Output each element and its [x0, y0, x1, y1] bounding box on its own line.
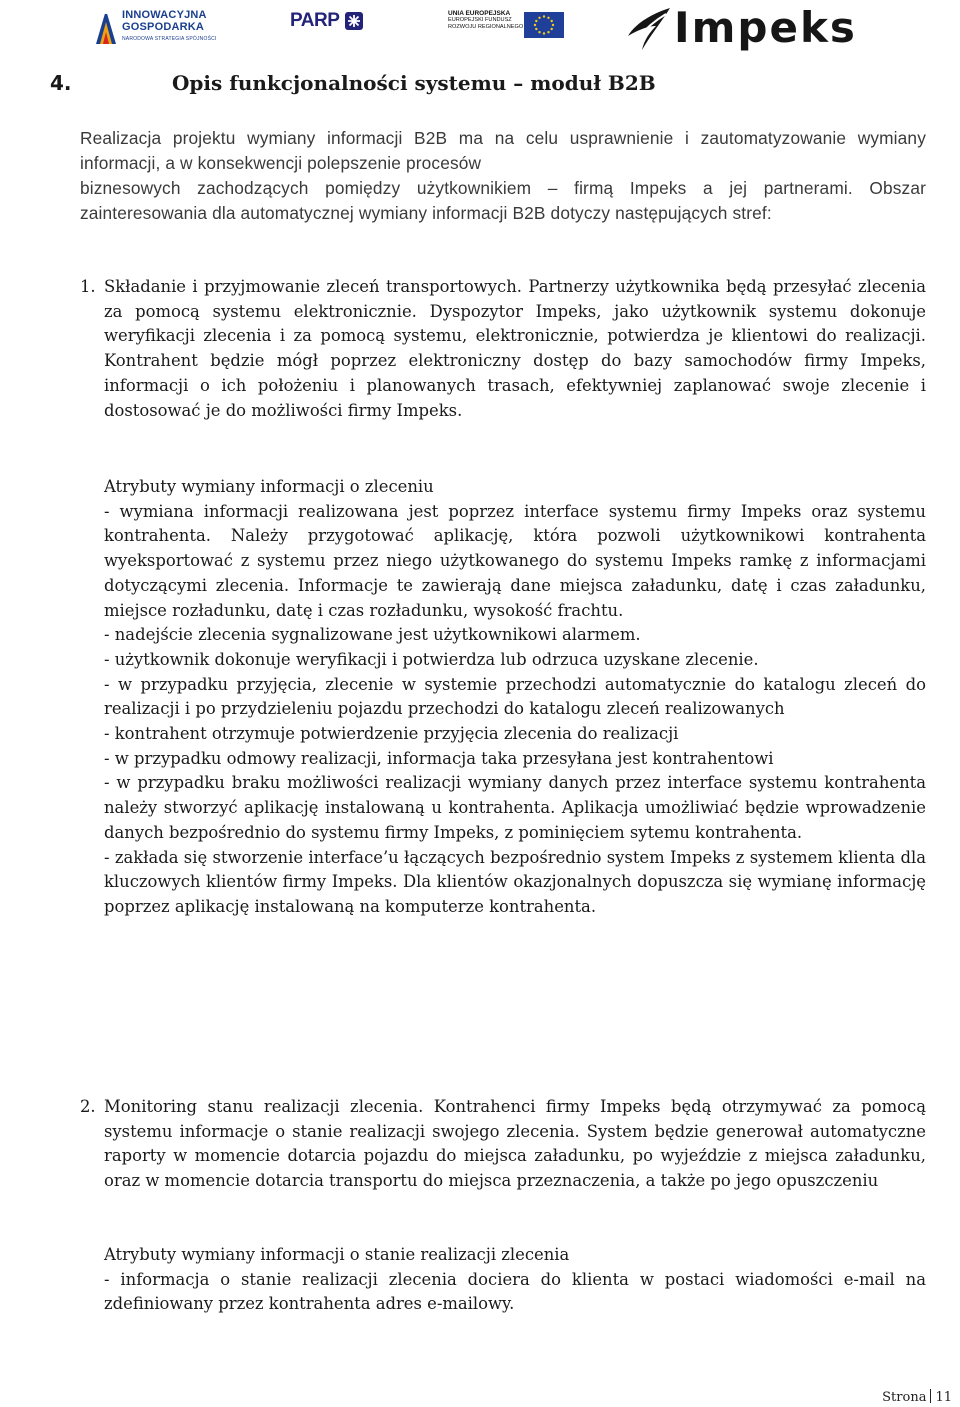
eu-regional-fund-caption: UNIA EUROPEJSKA EUROPEJSKI FUNDUSZ ROZWOJU REGIONALNEGO — [448, 10, 524, 30]
attribute-line: - wymiana informacji realizowana jest poprzez interface systemu firmy Impeks oraz systemu kontrahenta. Należy przygotować aplikację, która pozwoli użytkownikowi kontrahenta wyeksportować z systemu przez niego użytkowanego do systemu Impeks ramkę z informacjami dotyczącymi zlecenia. Informacje te zawierają dane miejsca załadunku, datę i czas załadunku, miejsce rozładunku, datę i czas rozładunku, wysokość frachtu. — [104, 501, 926, 620]
intro-paragraph-line-2: biznesowych zachodzących pomiędzy użytkownikiem – firmą Impeks a jej partnerami. Obszar zainteresowania dla automatycznej wymiany informacji B2B dotyczy następujących stref: — [80, 178, 926, 223]
section-title: Opis funkcjonalności systemu – moduł B2B — [172, 71, 656, 95]
page-number: 11 — [935, 1390, 952, 1405]
parp-wordmark: PARP — [290, 10, 340, 31]
list-item-number: 2. — [80, 1097, 96, 1116]
impeks-logo — [626, 3, 956, 52]
section-number: 4. — [50, 71, 72, 95]
innowacyjna-gospodarka-logo — [94, 6, 224, 48]
list-item-number: 1. — [80, 277, 96, 296]
impeks-wordmark: Impeks — [674, 3, 857, 52]
impeks-emblem-icon — [626, 6, 672, 52]
parp-logo — [290, 10, 370, 36]
eu-regional-fund-logo — [448, 10, 566, 40]
attribute-line: - w przypadku odmowy realizacji, informacja taka przesyłana jest kontrahentowi — [104, 748, 774, 768]
status-attributes-block — [104, 1243, 926, 1317]
attribute-line: - użytkownik dokonuje weryfikacji i potwierdza lub odrzuca uzyskane zlecenie. — [104, 649, 759, 669]
footer-divider — [930, 1389, 931, 1403]
attribute-line: - w przypadku braku możliwości realizacji wymiany danych przez interface systemu kontrahenta należy stworzyć aplikację instalowaną u kontrahenta. Aplikacja umożliwiać będzie wprowadzenie danych bezpośrednio do systemu firmy Impeks, z pominięciem sytemu kontrahenta. — [104, 773, 926, 842]
attribute-line: - nadejście zlecenia sygnalizowane jest użytkownikowi alarmem. — [104, 625, 641, 645]
intro-paragraph-line-1: Realizacja projektu wymiany informacji B2B ma na celu usprawnienie i zautomatyzowanie wymiany informacji, a w konsekwencji polepszenie procesów — [80, 128, 926, 173]
attribute-line: - informacja o stanie realizacji zlecenia dociera do klienta w postaci wiadomości e-mail na zdefiniowany przez kontrahenta adres e-mailowy. — [104, 1269, 926, 1314]
eu-flag-icon — [524, 12, 564, 38]
list-item-1-body: Składanie i przyjmowanie zleceń transportowych. Partnerzy użytkownika będą przesyłać zlecenia za pomocą systemu elektronicznie. Dyspozytor Impeks, jako użytkownik systemu dokonuje weryfikacji zlecenia i za pomocą systemu, elektronicznie, potwierdza je klientowi do realizacji. Kontrahent będzie mógł poprzez elektroniczny dostęp do bazy samochodów firmy Impeks, informacji o ich położeniu i planowanych trasach, efektywniej zaplanować swoje zlecenie i dostosować je do możliwości firmy Impeks. — [104, 277, 926, 420]
innowacyjna-gospodarka-subtitle: NARODOWA STRATEGIA SPÓJNOŚCI — [122, 36, 217, 42]
page-label: Strona — [882, 1390, 927, 1405]
attribute-line: - zakłada się stworzenie interface’u łączących bezpośrednio system Impeks z systemem klienta dla kluczowych klientów firmy Impeks. Dla klientów okazjonalnych dopuszcza się wymianę informację poprzez aplikację instalowaną na komputerze kontrahenta. — [104, 847, 926, 916]
page-footer — [882, 1389, 952, 1405]
attribute-line: - kontrahent otrzymuje potwierdzenie przyjęcia zlecenia do realizacji — [104, 724, 679, 744]
intro-paragraph-continued — [80, 176, 926, 225]
attribute-line: - w przypadku przyjęcia, zlecenie w systemie przechodzi automatycznie do katalogu zleceń do realizacji i po przydzieleniu pojazdu przechodzi do katalogu zleceń realizowanych — [104, 674, 926, 719]
innowacyjna-gospodarka-emblem-icon — [94, 6, 118, 46]
intro-paragraph — [80, 126, 926, 175]
innowacyjna-gospodarka-wordmark: INNOWACYJNA GOSPODARKA — [122, 9, 207, 33]
order-attributes-title: Atrybuty wymiany informacji o zleceniu — [104, 477, 434, 496]
parp-emblem-icon — [344, 11, 364, 31]
order-attributes-block — [104, 475, 926, 920]
status-attributes-title: Atrybuty wymiany informacji o stanie realizacji zlecenia — [104, 1245, 570, 1264]
page-header — [0, 0, 960, 58]
list-item-2-body: Monitoring stanu realizacji zlecenia. Kontrahenci firmy Impeks będą otrzymywać za pomocą systemu informacje o stanie realizacji swojego zlecenia. System będzie generował automatyczne raporty w momencie dotarcia pojazdu do miejsca załadunku, po wyjeździe z miejsca załadunku, oraz w momencie dotarcia transportu do miejsca przeznaczenia, a także po jego opuszczeniu — [104, 1097, 926, 1191]
